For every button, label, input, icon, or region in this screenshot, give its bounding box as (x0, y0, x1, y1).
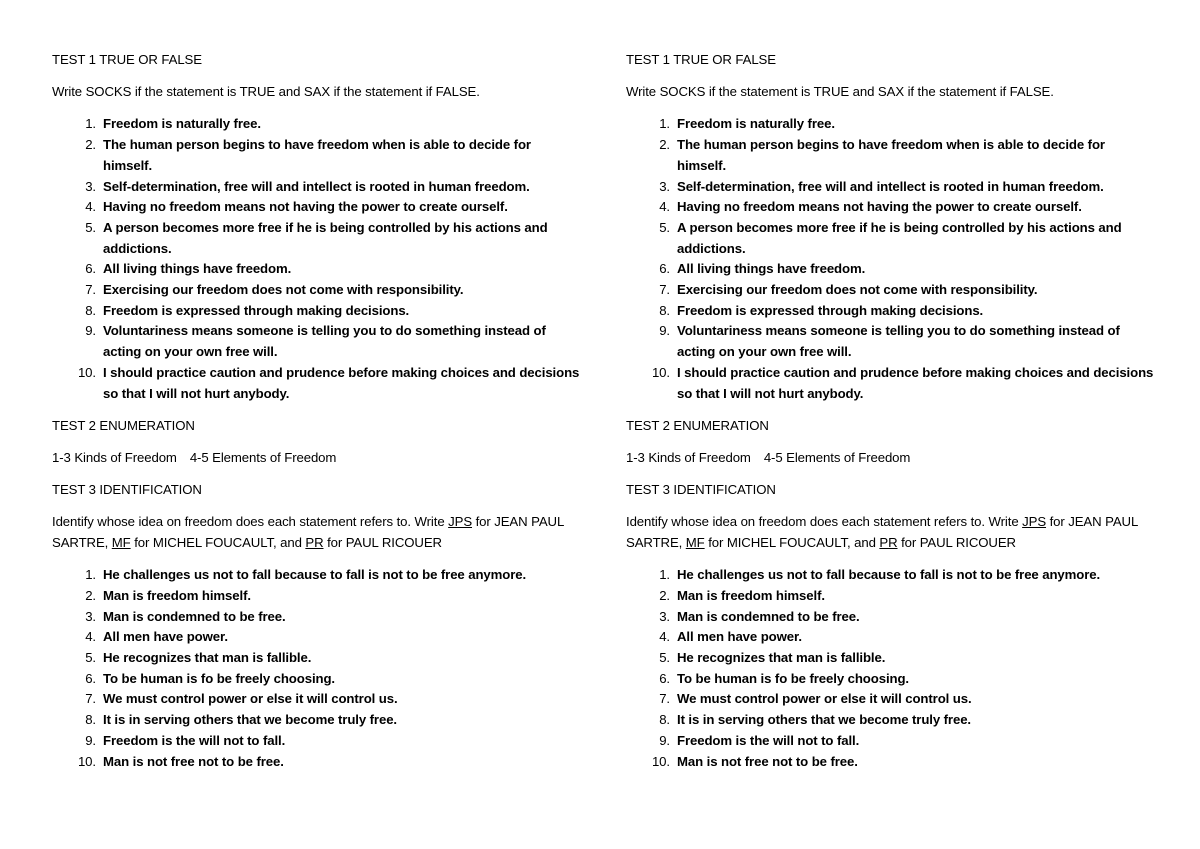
list-item: 8. It is in serving others that we become truly free. (85, 712, 397, 728)
test1-list (52, 114, 582, 404)
test1-instruction: Write SOCKS if the statement is TRUE and SAX if the statement if FALSE. (52, 84, 480, 100)
list-item: 2. The human person begins to have freedom when is able to decide for himself. (85, 137, 531, 173)
test3-list (626, 565, 1156, 772)
test1-list (626, 114, 1156, 404)
list-item: 5. A person becomes more free if he is being controlled by his actions and addictions. (85, 219, 548, 256)
left-copy (52, 50, 582, 784)
list-item: 9. Voluntariness means someone is telling you to do something instead of acting on your own free will. (659, 323, 1120, 360)
list-item: 3. Man is condemned to be free. (659, 608, 860, 624)
list-item: 7. Exercising our freedom does not come with responsibility. (85, 282, 464, 298)
list-item: 6. All living things have freedom. (85, 261, 292, 277)
list-item: 8. It is in serving others that we become truly free. (659, 712, 971, 728)
list-item: 10. Man is not free not to be free. (77, 753, 284, 769)
list-item: 10. I should practice caution and prudence before making choices and decisions so that I will not hurt anybody. (77, 364, 580, 401)
test2-title: TEST 2 ENUMERATION (626, 417, 769, 433)
test1-instruction: Write SOCKS if the statement is TRUE and SAX if the statement if FALSE. (626, 84, 1054, 100)
test3-title: TEST 3 IDENTIFICATION (52, 482, 202, 498)
list-item: 1. He challenges us not to fall because to fall is not to be free anymore. (659, 567, 1101, 583)
test3-instruction: Identify whose idea on freedom does each statement refers to. Write JPS for JEAN PAUL SARTRE, MF for MICHEL FOUCAULT, and PR for PAUL RICOUER (626, 514, 1138, 551)
list-item: 4. Having no freedom means not having the power to create ourself. (659, 199, 1082, 215)
list-item: 10. Man is not free not to be free. (651, 753, 858, 769)
list-item: 3. Man is condemned to be free. (85, 608, 286, 624)
test2-title: TEST 2 ENUMERATION (52, 417, 195, 433)
right-copy (626, 50, 1156, 784)
list-item: 1. Freedom is naturally free. (85, 116, 261, 132)
list-item: 1. Freedom is naturally free. (659, 116, 835, 132)
list-item: 7. We must control power or else it will control us. (85, 691, 398, 707)
list-item: 9. Voluntariness means someone is telling you to do something instead of acting on your own free will. (85, 323, 546, 360)
list-item: 7. We must control power or else it will control us. (659, 691, 972, 707)
list-item: 3. Self-determination, free will and intellect is rooted in human freedom. (85, 178, 530, 194)
test2-parts: 1-3 Kinds of Freedom 4-5 Elements of Freedom (52, 449, 337, 465)
test1-title: TEST 1 TRUE OR FALSE (626, 52, 776, 67)
test2-parts: 1-3 Kinds of Freedom 4-5 Elements of Freedom (626, 449, 911, 465)
list-item: 2. Man is freedom himself. (85, 587, 251, 603)
test3-instruction: Identify whose idea on freedom does each statement refers to. Write JPS for JEAN PAUL SARTRE, MF for MICHEL FOUCAULT, and PR for PAUL RICOUER (52, 514, 564, 551)
list-item: 8. Freedom is expressed through making decisions. (85, 302, 410, 318)
list-item: 4. All men have power. (659, 629, 802, 645)
list-item: 5. A person becomes more free if he is being controlled by his actions and addictions. (659, 219, 1122, 256)
list-item: 5. He recognizes that man is fallible. (659, 650, 886, 666)
list-item: 2. The human person begins to have freedom when is able to decide for himself. (659, 137, 1105, 173)
list-item: 9. Freedom is the will not to fall. (85, 732, 286, 748)
list-item: 9. Freedom is the will not to fall. (659, 732, 860, 748)
list-item: 4. Having no freedom means not having the power to create ourself. (85, 199, 508, 215)
list-item: 6. To be human is fo be freely choosing. (659, 670, 909, 686)
list-item: 6. All living things have freedom. (659, 261, 866, 277)
list-item: 7. Exercising our freedom does not come with responsibility. (659, 282, 1038, 298)
list-item: 1. He challenges us not to fall because to fall is not to be free anymore. (85, 567, 527, 583)
list-item: 5. He recognizes that man is fallible. (85, 650, 312, 666)
list-item: 2. Man is freedom himself. (659, 587, 825, 603)
test3-list (52, 565, 582, 772)
test3-title: TEST 3 IDENTIFICATION (626, 482, 776, 498)
list-item: 8. Freedom is expressed through making decisions. (659, 302, 984, 318)
list-item: 3. Self-determination, free will and intellect is rooted in human freedom. (659, 178, 1104, 194)
list-item: 10. I should practice caution and prudence before making choices and decisions so that I will not hurt anybody. (651, 364, 1154, 401)
list-item: 4. All men have power. (85, 629, 228, 645)
test1-title: TEST 1 TRUE OR FALSE (52, 52, 202, 67)
list-item: 6. To be human is fo be freely choosing. (85, 670, 335, 686)
